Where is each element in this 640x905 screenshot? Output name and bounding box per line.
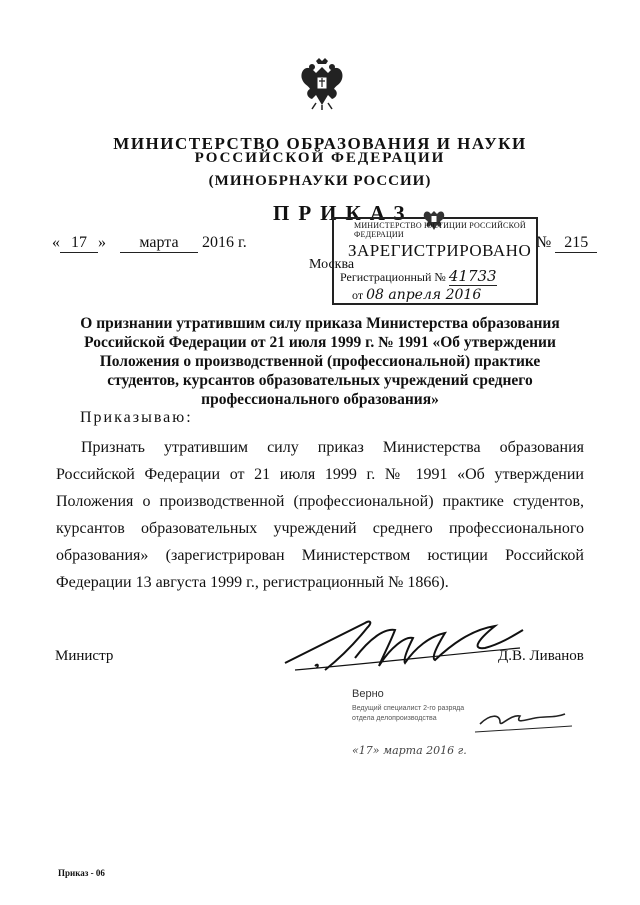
certification-label: Верно: [352, 688, 384, 700]
stamp-date-line: [352, 287, 481, 303]
order-body-text: Признать утратившим силу приказ Министерства образования Российской Федерации от 21 июля 1999 г. № 1991 «Об утверждении Положения о производственной (профессиональной) практике студентов, курсантов образовательных учреждений среднего профессионального образования» (зарегистрирован Министерством юстиции Российской Федерации 13 августа 1999 г., регистрационный № 1866).: [56, 439, 584, 591]
close-quote: »: [98, 234, 106, 251]
stamp-reg-label: Регистрационный №: [340, 270, 446, 284]
ministry-name: МИНИСТЕРСТВО ОБРАЗОВАНИЯ И НАУКИ: [113, 134, 527, 153]
directive-heading: Приказываю:: [80, 409, 193, 426]
form-code: Приказ - 06: [58, 868, 105, 878]
certification-handwriting-icon: [350, 700, 575, 770]
order-month: марта: [120, 234, 198, 253]
registration-stamp: [332, 217, 538, 305]
order-date: [52, 234, 247, 253]
handwritten-signature-icon: [255, 608, 525, 683]
order-day: 17: [60, 234, 98, 253]
stamp-reg-line: [340, 267, 497, 285]
certification-line1: Ведущий специалист 2-го разряда: [352, 705, 465, 712]
order-number-value: 215: [555, 234, 597, 253]
stamp-reg-date: 08 апреля 2016: [366, 287, 482, 303]
coat-of-arms-emblem-icon: [298, 55, 346, 111]
stamp-from-label: от: [352, 288, 364, 302]
order-year: 2016 г.: [202, 234, 247, 251]
number-sign: №: [536, 234, 552, 251]
order-place: Москва: [309, 257, 355, 272]
signatory-name: Д.В. Ливанов: [498, 648, 584, 664]
certification-date: «17» марта 2016 г.: [352, 744, 467, 757]
ministry-country: РОССИЙСКОЙ ФЕДЕРАЦИИ: [194, 150, 446, 166]
stamp-reg-number: 41733: [448, 267, 497, 285]
stamp-ministry: МИНИСТЕРСТВО ЮСТИЦИИ РОССИЙСКОЙ ФЕДЕРАЦИИ: [354, 221, 526, 239]
order-title: О признании утратившим силу приказа Министерства образования Российской Федерации от 21 июля 1999 г. № 1991 «Об утверждении Положения о производственной (профессиональной) практике студентов, курсантов образовательных учреждений среднего профессионального образования»: [80, 315, 560, 408]
document-type-title: ПРИКАЗ: [273, 201, 414, 225]
signatory-position: Министр: [55, 648, 114, 664]
stamp-status: ЗАРЕГИСТРИРОВАНО: [348, 241, 532, 260]
ministry-abbreviation: (МИНОБРНАУКИ РОССИИ): [208, 173, 432, 189]
order-number: [536, 234, 597, 253]
open-quote: «: [52, 234, 60, 251]
certification-line2: отдела делопроизводства: [352, 715, 437, 722]
